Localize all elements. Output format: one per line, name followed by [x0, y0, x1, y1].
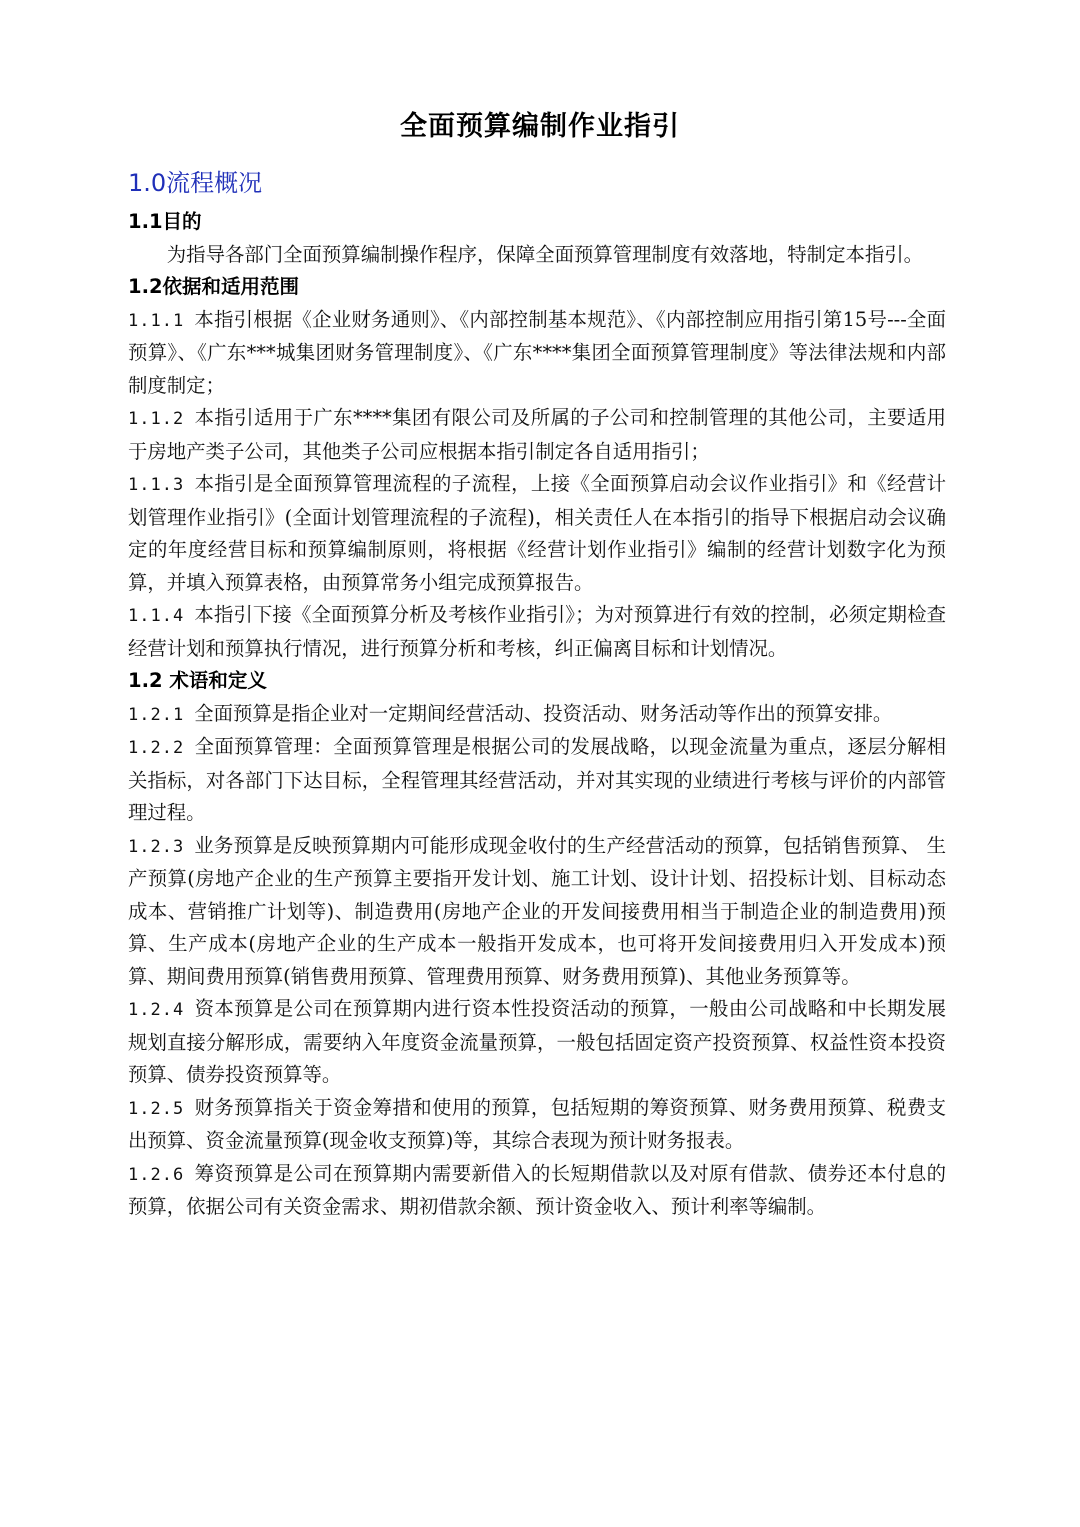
clause-1-2-5: [128, 1092, 946, 1158]
clause-1-1-2: [128, 402, 946, 468]
clause-text: 本指引下接《全面预算分析及考核作业指引》；为对预算进行有效的控制，必须定期检查经营计划和预算执行情况，进行预算分析和考核，纠正偏离目标和计划情况。: [128, 603, 946, 660]
clause-number: 1.1.2: [128, 409, 185, 429]
clause-1-1-1: [128, 304, 946, 403]
clause-text: 资本预算是公司在预算期内进行资本性投资活动的预算，一般由公司战略和中长期发展规划直接分解形成，需要纳入年度资金流量预算，一般包括固定资产投资预算、权益性资本投资预算、债券投资预算等。: [128, 997, 946, 1086]
clause-text: 本指引根据《企业财务通则》、《内部控制基本规范》、《内部控制应用指引第15号---全面预算》、《广东***城集团财务管理制度》、《广东****集团全面预算管理制度》等法律法规和内部制度制定；: [128, 307, 946, 397]
clause-text: 本指引是全面预算管理流程的子流程，上接《全面预算启动会议作业指引》和《经营计划管理作业指引》(全面计划管理流程的子流程)，相关责任人在本指引的指导下根据启动会议确定的年度经营目标和预算编制原则，将根据《经营计划作业指引》编制的经营计划数字化为预算，并填入预算表格，由预算常务小组完成预算报告。: [128, 472, 946, 594]
basis-heading: 1.2依据和适用范围: [128, 275, 300, 298]
clause-text: 全面预算管理：全面预算管理是根据公司的发展战略，以现金流量为重点，逐层分解相关指标，对各部门下达目标，全程管理其经营活动，并对其实现的业绩进行考核与评价的内部管理过程。: [128, 735, 946, 824]
clause-1-2-4: [128, 993, 946, 1092]
document-body: [128, 206, 946, 1224]
clause-number: 1.1.4: [128, 606, 185, 626]
clause-number: 1.1.1: [128, 310, 185, 331]
clause-number: 1.2.2: [128, 738, 185, 758]
clause-text: 筹资预算是公司在预算期内需要新借入的长短期借款以及对原有借款、债券还本付息的预算，依据公司有关资金需求、期初借款余额、预计资金收入、预计利率等编制。: [128, 1161, 946, 1218]
clause-1-2-2: [128, 731, 946, 830]
clause-number: 1.2.5: [128, 1098, 185, 1119]
clause-1-2-3: [128, 830, 946, 994]
clause-1-2-6: [128, 1158, 946, 1224]
clause-number: 1.2.6: [128, 1164, 185, 1185]
clause-text: 财务预算指关于资金筹措和使用的预算，包括短期的筹资预算、财务费用预算、税费支出预算、资金流量预算(现金收支预算)等，其综合表现为预计财务报表。: [128, 1095, 946, 1152]
clause-text: 本指引适用于广东****集团有限公司及所属的子公司和控制管理的其他公司，主要适用于房地产类子公司，其他类子公司应根据本指引制定各自适用指引；: [128, 406, 946, 463]
clause-1-1-4: [128, 599, 946, 665]
purpose-paragraph: 为指导各部门全面预算编制操作程序，保障全面预算管理制度有效落地，特制定本指引。: [166, 242, 924, 266]
clause-number: 1.1.3: [128, 475, 185, 495]
clause-text: 全面预算是指企业对一定期间经营活动、投资活动、财务活动等作出的预算安排。: [194, 701, 893, 725]
section-heading: 1.0流程概况: [128, 169, 263, 197]
clause-1-1-3: [128, 468, 946, 599]
clause-number: 1.2.3: [128, 836, 185, 857]
document-title: 全面预算编制作业指引: [400, 111, 680, 142]
clause-number: 1.2.1: [128, 704, 185, 725]
clause-text: 业务预算是反映预算期内可能形成现金收付的生产经营活动的预算，包括销售预算、 生产预算(房地产企业的生产预算主要指开发计划、施工计划、设计计划、招投标计划、目标动态成本、营销推广计划等)、制造费用(房地产企业的开发间接费用相当于制造企业的制造费用)预算、生产成本(房地产企业的生产成本一般指开发成本，也可将开发间接费用归入开发成本)预算、期间费用预算(销售费用预算、管理费用预算、财务费用预算)、其他业务预算等。: [128, 833, 946, 988]
terms-heading: 1.2 术语和定义: [128, 669, 267, 692]
clause-1-2-1: [128, 698, 946, 732]
purpose-heading: 1.1目的: [128, 210, 202, 233]
clause-number: 1.2.4: [128, 1000, 185, 1020]
